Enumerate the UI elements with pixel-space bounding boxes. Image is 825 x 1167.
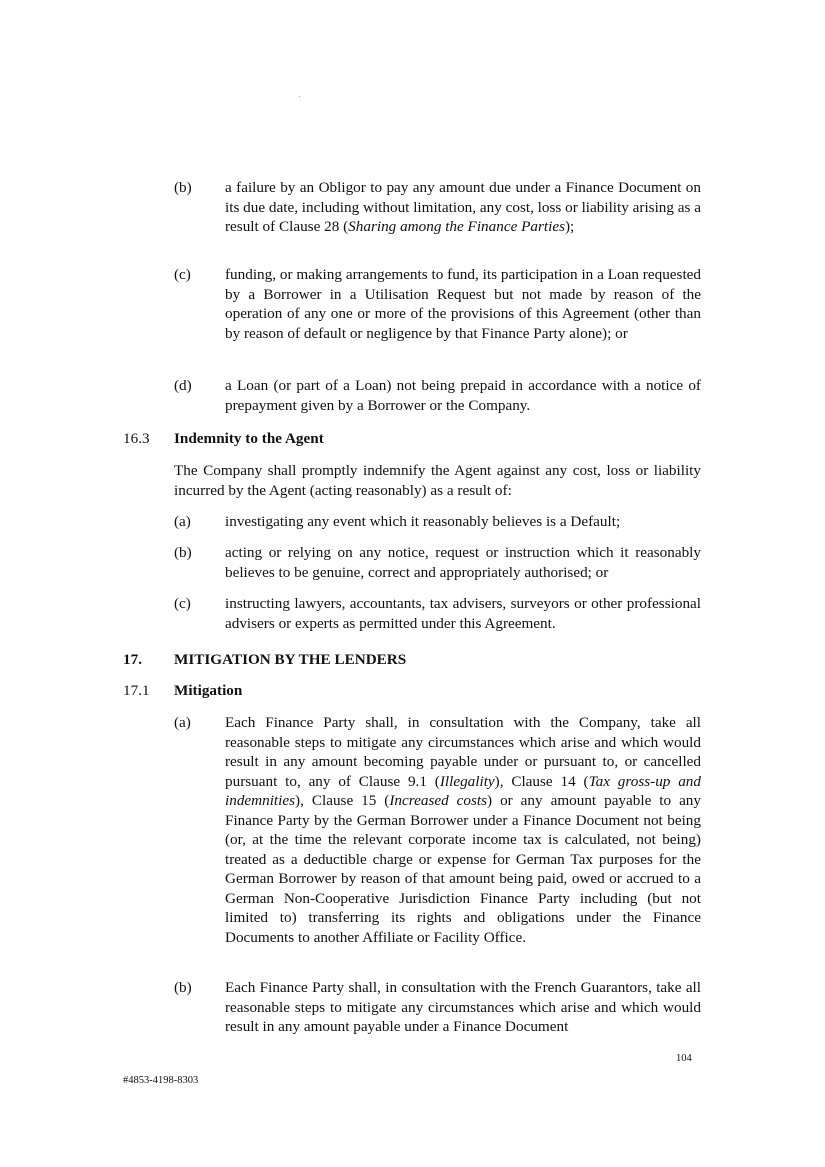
- clause-16-3-item-c: [174, 594, 701, 633]
- item-text: investigating any event which it reasonably believes is a Default;: [225, 513, 621, 530]
- item-text: Each Finance Party shall, in consultation with the French Guarantors, take all reasonable steps to mitigate any circumstances which arise and which would result in any amount payable under a Finance Document: [225, 979, 701, 1035]
- item-text: a failure by an Obligor to pay any amount due under a Finance Document on its due date, including without limitation, any cost, loss or liability arising as a result of Clause 28 (Sharing among the Finance Parties);: [225, 179, 701, 235]
- item-label: (b): [174, 544, 192, 561]
- item-label: (d): [174, 377, 192, 394]
- clause-16-2-item-c: [174, 265, 701, 343]
- page-number: 104: [676, 1053, 692, 1064]
- clause-16-3-heading: [123, 429, 324, 449]
- clause-16-3-item-a: [174, 512, 701, 532]
- item-label: (a): [174, 714, 191, 731]
- clause-16-2-item-d: [174, 376, 701, 415]
- clause-16-3-intro: The Company shall promptly indemnify the Agent against any cost, loss or liability incurred by the Agent (acting reasonably) as a result of:: [174, 462, 701, 499]
- clause-number: 16.3: [123, 430, 150, 447]
- stray-mark: [299, 96, 300, 97]
- item-text: acting or relying on any notice, request or instruction which it reasonably believes to be genuine, correct and appropriately authorised; or: [225, 544, 701, 581]
- item-text: a Loan (or part of a Loan) not being prepaid in accordance with a notice of prepayment given by a Borrower or the Company.: [225, 377, 701, 414]
- clause-title: Mitigation: [174, 682, 243, 699]
- clause-number: 17.: [123, 651, 142, 668]
- item-label: (c): [174, 595, 191, 612]
- clause-title: MITIGATION BY THE LENDERS: [174, 651, 407, 668]
- item-label: (a): [174, 513, 191, 530]
- item-text: funding, or making arrangements to fund, its participation in a Loan requested by a Borrower in a Utilisation Request but not made by reason of the operation of any one or more of the provisions of this Agreement (other than by reason of default or negligence by that Finance Party alone); or: [225, 266, 701, 342]
- clause-17-1-item-a: [174, 713, 701, 947]
- clause-17-1-heading: [123, 681, 242, 701]
- document-reference: #4853-4198-8303: [123, 1075, 199, 1086]
- clause-17-1-item-b: [174, 978, 701, 1037]
- item-text: instructing lawyers, accountants, tax advisers, surveyors or other professional advisers or experts as permitted under this Agreement.: [225, 595, 701, 632]
- clause-16-3-item-b: [174, 543, 701, 582]
- item-text: Each Finance Party shall, in consultation with the Company, take all reasonable steps to mitigate any circumstances which arise and which would result in any amount becoming payable under or pursuant to, or cancelled pursuant to, any of Clause 9.1 (Illegality), Clause 14 (Tax gross-up and indemnities), Clause 15 (Increased costs) or any amount payable to any Finance Party by the German Borrower under a Finance Document not being (or, at the time the relevant corporate income tax is calculated, not being) treated as a deductible charge or expense for German Tax purposes for the German Borrower by reason of that amount being paid, owed or accrued to a German Non-Cooperative Jurisdiction Finance Party including (but not limited to) transferring its rights and obligations under the Finance Documents to another Affiliate or Facility Office.: [225, 714, 701, 946]
- clause-number: 17.1: [123, 682, 150, 699]
- clause-title: Indemnity to the Agent: [174, 430, 324, 447]
- item-label: (c): [174, 266, 191, 283]
- item-label: (b): [174, 179, 192, 196]
- clause-17-heading: [123, 650, 406, 670]
- clause-16-2-item-b: [174, 178, 701, 237]
- item-label: (b): [174, 979, 192, 996]
